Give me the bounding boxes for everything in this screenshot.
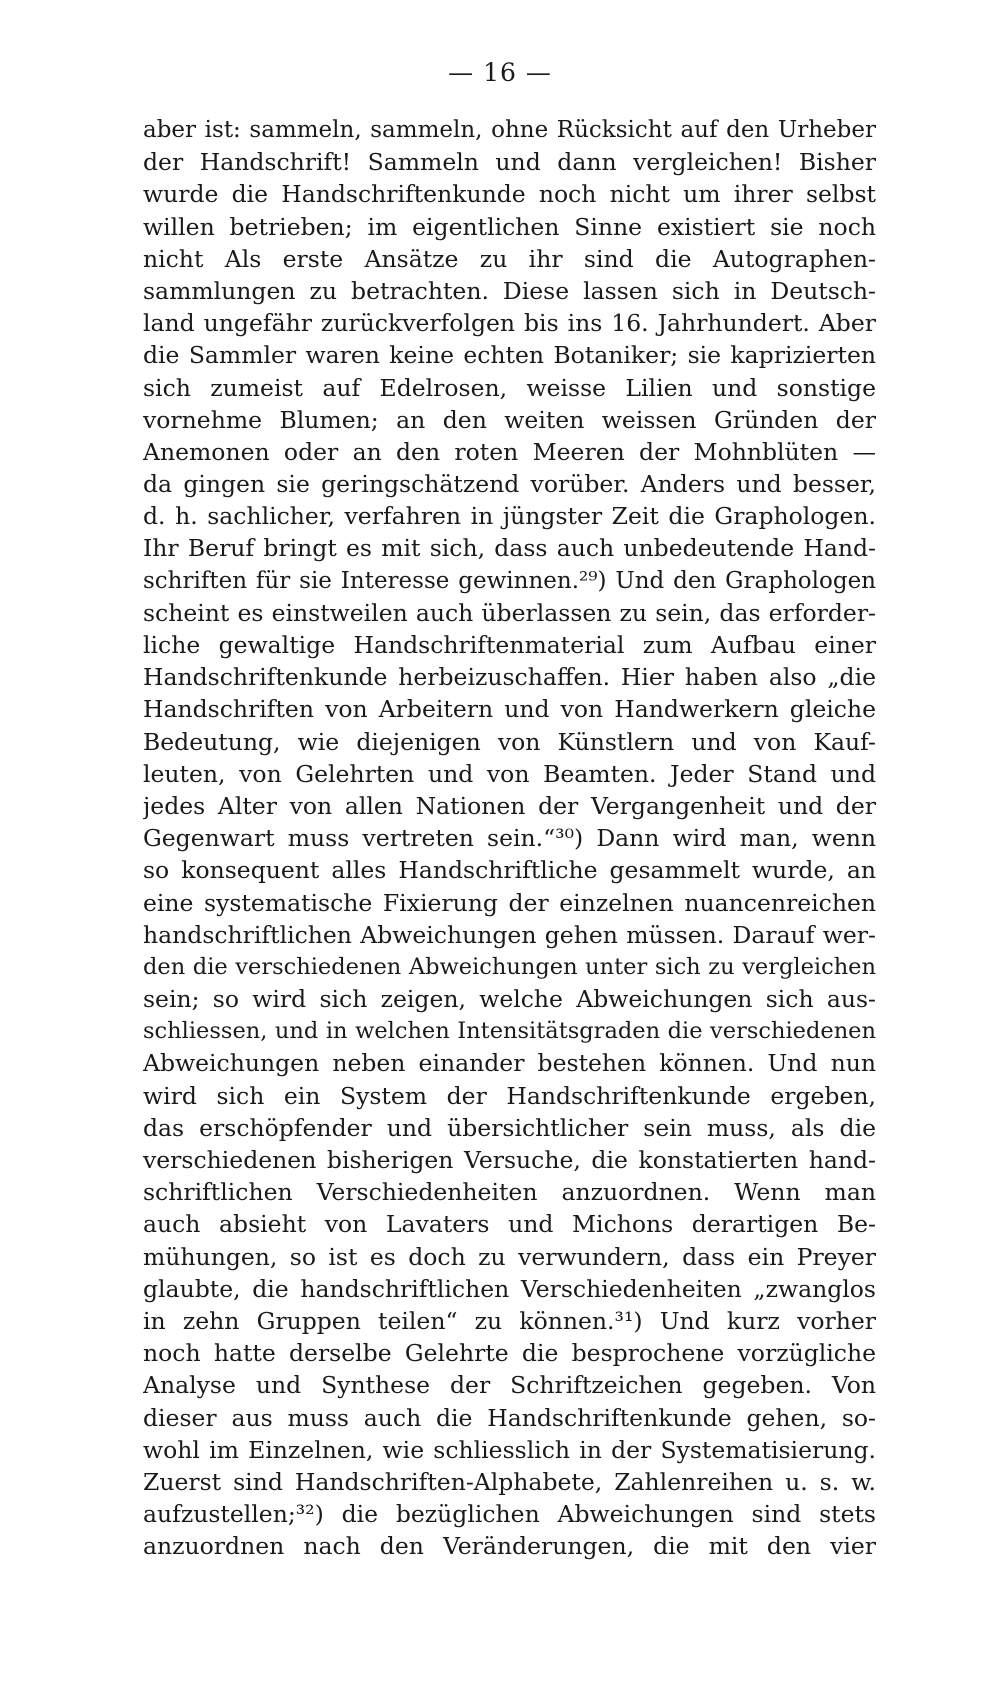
text-line: da gingen sie geringschätzend vorüber. Anders und besser, — [143, 470, 876, 499]
text-line: Zuerst sind Handschriften-Alphabete, Zahlenreihen u. s. w. — [143, 1467, 876, 1496]
text-line: leuten, von Gelehrten und von Beamten. Jeder Stand und — [143, 759, 876, 788]
text-line: dieser aus muss auch die Handschriftenkunde gehen, so- — [143, 1403, 876, 1432]
text-line: mühungen, so ist es doch zu verwundern, dass ein Preyer — [143, 1242, 876, 1271]
text-line: sammlungen zu betrachten. Diese lassen sich in Deutsch- — [143, 276, 876, 305]
text-line: jedes Alter von allen Nationen der Vergangenheit und der — [143, 791, 876, 820]
text-line: so konsequent alles Handschriftliche gesammelt wurde, an — [143, 856, 876, 885]
text-line: anzuordnen nach den Veränderungen, die mit den vier — [143, 1532, 876, 1561]
text-line: wohl im Einzelnen, wie schliesslich in der Systematisierung. — [143, 1435, 876, 1464]
text-line: den die verschiedenen Abweichungen unter sich zu vergleichen — [143, 953, 876, 980]
text-line: aufzustellen;³²) die bezüglichen Abweichungen sind stets — [143, 1500, 876, 1529]
text-line: sein; so wird sich zeigen, welche Abweichungen sich aus- — [143, 985, 876, 1014]
text-line: willen betrieben; im eigentlichen Sinne existiert sie noch — [143, 212, 876, 241]
text-line: nicht Als erste Ansätze zu ihr sind die Autographen- — [143, 244, 876, 273]
text-line: schriftlichen Verschiedenheiten anzuordnen. Wenn man — [143, 1178, 876, 1207]
text-line: glaubte, die handschriftlichen Verschiedenheiten „zwanglos — [143, 1274, 876, 1303]
text-line: Bedeutung, wie diejenigen von Künstlern und von Kauf- — [143, 727, 876, 756]
text-line: Ihr Beruf bringt es mit sich, dass auch unbedeutende Hand- — [143, 534, 876, 563]
text-line: Analyse und Synthese der Schriftzeichen gegeben. Von — [143, 1371, 876, 1400]
text-line: Gegenwart muss vertreten sein.“³⁰) Dann wird man, wenn — [143, 824, 876, 853]
text-line: auch absieht von Lavaters und Michons derartigen Be- — [143, 1210, 876, 1239]
page-number: — 16 — — [448, 58, 552, 87]
text-line: verschiedenen bisherigen Versuche, die konstatierten hand- — [143, 1146, 876, 1174]
body-text — [143, 114, 876, 1562]
text-line: liche gewaltige Handschriftenmaterial zum Aufbau einer — [143, 631, 876, 659]
text-line: noch hatte derselbe Gelehrte die besprochene vorzügliche — [143, 1339, 876, 1368]
text-line: das erschöpfender und übersichtlicher sein muss, als die — [143, 1113, 876, 1142]
text-line: sich zumeist auf Edelrosen, weisse Lilien und sonstige — [143, 373, 876, 402]
text-line: Abweichungen neben einander bestehen können. Und nun — [143, 1049, 876, 1078]
text-line: aber ist: sammeln, sammeln, ohne Rücksicht auf den Urheber — [143, 117, 876, 143]
text-line: wurde die Handschriftenkunde noch nicht um ihrer selbst — [143, 180, 876, 209]
text-line: die Sammler waren keine echten Botaniker; sie kaprizierten — [143, 341, 876, 370]
text-line: Handschriftenkunde herbeizuschaffen. Hier haben also „die — [143, 663, 876, 692]
text-line: land ungefähr zurückverfolgen bis ins 16. Jahrhundert. Aber — [143, 309, 876, 338]
text-line: der Handschrift! Sammeln und dann vergleichen! Bisher — [143, 148, 876, 177]
text-line: d. h. sachlicher, verfahren in jüngster Zeit die Graphologen. — [143, 502, 876, 531]
text-line: Handschriften von Arbeitern und von Handwerkern gleiche — [143, 695, 876, 724]
text-line: eine systematische Fixierung der einzelnen nuancenreichen — [143, 888, 876, 917]
text-line: schliessen, und in welchen Intensitätsgraden die verschiedenen — [143, 1018, 876, 1045]
text-line: scheint es einstweilen auch überlassen zu sein, das erforder- — [143, 598, 876, 627]
text-line: handschriftlichen Abweichungen gehen müssen. Darauf wer- — [143, 920, 876, 949]
text-line: schriften für sie Interesse gewinnen.²⁹) Und den Graphologen — [143, 567, 876, 594]
text-line: vornehme Blumen; an den weiten weissen Gründen der — [143, 405, 876, 434]
text-line: wird sich ein System der Handschriftenkunde ergeben, — [143, 1081, 876, 1110]
text-line: Anemonen oder an den roten Meeren der Mohnblüten — — [143, 437, 876, 466]
text-line: in zehn Gruppen teilen“ zu können.³¹) Und kurz vorher — [143, 1306, 876, 1335]
